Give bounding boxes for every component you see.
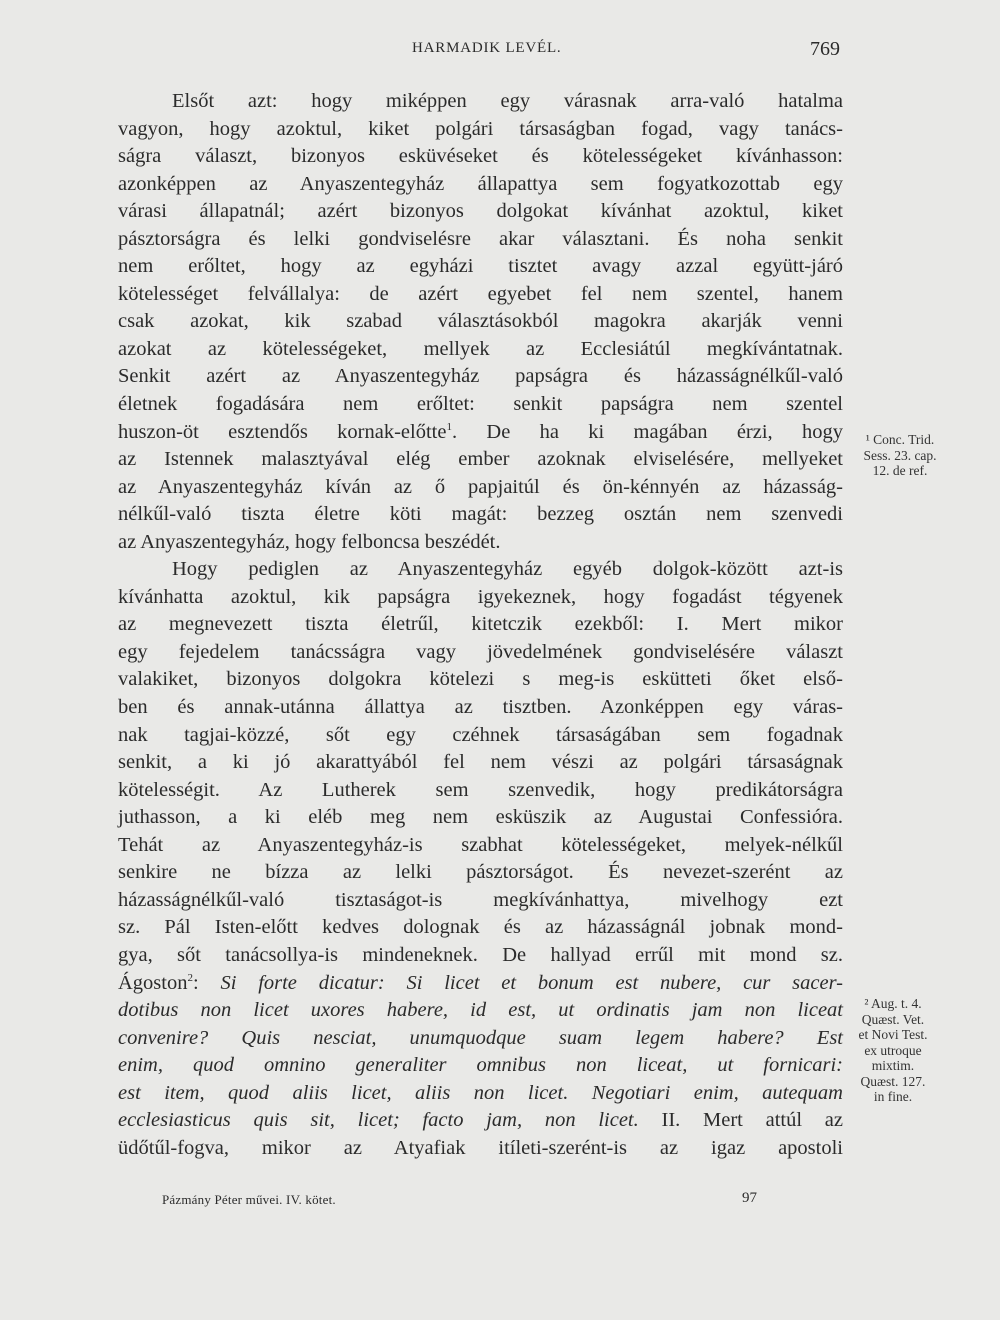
footnote-marker: 2: [187, 971, 193, 984]
line-text: Tehát az Anyaszentegyház-is szabhat kötelességeket, melyek-nélkűl: [118, 833, 843, 856]
line-text: sz. Pál Isten-előtt kedves dolognak és az házasságnál jobnak mond-: [118, 916, 843, 939]
line-text: est item, quod aliis licet, aliis non licet. Negotiari enim, autequam: [118, 1081, 843, 1104]
text-line: [118, 363, 843, 391]
line-text: csak azokat, kik szabad választásokból magokra akarják venni: [118, 310, 843, 333]
text-line: [118, 1107, 843, 1135]
text-line: [118, 501, 843, 529]
margin-note-line: 12. de ref.: [872, 463, 928, 478]
line-text: azokat az kötelességeket, mellyek az Ecclesiátúl megkívántatnak.: [118, 337, 843, 360]
line-text: Senkit azért az Anyaszentegyház papságra és házasságnélkűl-való: [118, 365, 843, 388]
line-text: Elsőt azt: hogy miképpen egy várasnak arra-való hatalma: [172, 90, 843, 112]
line-text: ecclesiasticus quis sit, licet; facto jam, non licet.: [118, 1109, 639, 1132]
line-text: nélkűl-való tiszta életre köti magát: bezzeg osztán nem szenvedi: [118, 503, 843, 526]
line-text: dotibus non licet uxores habere, id est, ut ordinatis jam non liceat: [118, 999, 843, 1022]
line-text: Hogy pediglen az Anyaszentegyház egyéb dolgok-között azt-is: [172, 558, 843, 581]
text-line: [118, 143, 843, 171]
line-text: az megnevezett tiszta életrűl, kitetczik ezekből: I. Mert mikor: [118, 613, 843, 636]
text-line: [118, 584, 843, 612]
text-line: [118, 226, 843, 254]
text-line: [118, 804, 843, 832]
text-line: [118, 308, 843, 336]
margin-note-line: mixtim.: [871, 1058, 915, 1073]
line-text: az Anyaszentegyház kíván az ő papjaitúl és ön-kénnyén az házasság-: [118, 475, 843, 498]
text-line: [118, 749, 843, 777]
line-text: valakiket, bizonyos dolgokra kötelezi s meg-is eskütteti őket első-: [118, 668, 843, 691]
line-text: ságra választ, bizonyos esküvéseket és kötelességeket kívánhasson:: [118, 145, 843, 168]
text-line: [118, 116, 843, 144]
line-text: nem erőltet, hogy az egyházi tisztet avagy azzal együtt-járó: [118, 255, 843, 278]
text-line: [118, 446, 843, 474]
text-line: [118, 171, 843, 199]
body-text: [118, 88, 843, 1162]
line-text: üdőtűl-fogva, mikor az Atyafiak itíleti-szerént-is az igaz apostoli: [118, 1136, 843, 1159]
text-line: [118, 88, 843, 116]
margin-note-line: ¹ Conc. Trid.: [865, 432, 935, 447]
text-line: [118, 777, 843, 805]
margin-note-conc-trid: [845, 432, 955, 479]
text-line: [118, 529, 843, 557]
running-title: HARMADIK LEVÉL.: [412, 40, 562, 56]
running-header: [0, 38, 1000, 62]
latin-quotation: Si forte dicatur: Si licet et bonum est nubere, cur sacer-: [220, 971, 843, 994]
line-text: kötelességet felvállalya: de azért egyebet fel nem szentel, hanem: [118, 282, 843, 305]
text-line: [118, 887, 843, 915]
margin-note-line: Sess. 23. cap.: [863, 447, 937, 463]
text-line: [118, 253, 843, 281]
text-line: [118, 832, 843, 860]
line-text: életnek fogadására nem erőltet: senkit papságra nem szentel: [118, 393, 843, 416]
line-text: gya, sőt tanácsollya-is mindeneknek. De hallyad errűl mit mond sz.: [118, 943, 843, 966]
text-line: [118, 474, 843, 502]
line-text-continuation: . De ha ki magában érzi, hogy: [451, 420, 843, 443]
text-line: [118, 997, 843, 1025]
line-text: nak tagjai-közzé, sőt egy czéhnek társaságában sem fogadnak: [118, 723, 843, 746]
line-text: pásztorságra és lelki gondviselésre akar választani. És noha senkit: [118, 227, 843, 250]
page-number: 769: [810, 38, 840, 60]
line-text: juthasson, a ki eléb meg nem esküszik az Augustai Confessióra.: [118, 806, 843, 829]
line-text-continuation: II. Mert attúl az: [638, 1109, 843, 1132]
text-line: [118, 666, 843, 694]
line-text: kötelességit. Az Lutherek sem szenvedik, hogy predikátorságra: [118, 778, 843, 801]
line-text: az Anyaszentegyház, hogy felboncsa beszédét.: [118, 530, 501, 553]
running-footer: [0, 1192, 1000, 1216]
text-line: [118, 611, 843, 639]
text-line: [118, 1025, 843, 1053]
text-line: [118, 336, 843, 364]
margin-note-line: Quæst. Vet.: [861, 1011, 925, 1027]
line-text: azonképpen az Anyaszentegyház állapattya sem fogyatkozottab egy: [118, 172, 843, 195]
text-line: [118, 198, 843, 226]
text-line: [118, 1080, 843, 1108]
margin-note-line: ² Aug. t. 4.: [864, 996, 922, 1011]
line-text: egy fejedelem tanácsságra vagy jövedelmének gondviselésére választ: [118, 640, 843, 663]
text-line: [118, 556, 843, 584]
line-text: senkit, a ki jó akarattyából fel nem vészi az polgári társaságnak: [118, 751, 843, 774]
line-text: senkire ne bízza az lelki pásztorságot. És nevezet-szerént az: [118, 861, 843, 884]
margin-note-line: Quæst. 127.: [860, 1073, 926, 1089]
margin-note-line: in fine.: [873, 1089, 913, 1104]
text-line: [118, 722, 843, 750]
line-text: házasságnélkűl-való tisztaságot-is megkívánhattya, mivelhogy ezt: [118, 888, 843, 911]
margin-note-augustine: [838, 996, 948, 1105]
text-line: [118, 281, 843, 309]
margin-note-line: et Novi Test.: [858, 1027, 928, 1042]
footer-book-title: Pázmány Péter művei. IV. kötet.: [162, 1192, 336, 1207]
text-line: [118, 1052, 843, 1080]
text-line: [118, 694, 843, 722]
line-text: enim, quod omnino generaliter omnibus non liceat, ut fornicari:: [118, 1054, 843, 1077]
line-text: kívánhatta azoktul, kik papságra igyekeznek, hogy fogadást tégyenek: [118, 585, 843, 608]
text-line: [118, 419, 843, 447]
line-text: huszon-öt esztendős kornak-előtte: [118, 420, 447, 443]
line-text: ben és annak-utánna állattya az tisztben. Azonképpen egy váras-: [118, 696, 843, 719]
printer-signature: 97: [742, 1190, 757, 1206]
margin-note-line: ex utroque: [864, 1042, 922, 1058]
text-line: [118, 970, 843, 998]
footnote-marker: 1: [446, 420, 452, 433]
line-text: Ágoston: [118, 971, 188, 994]
text-line: [118, 859, 843, 887]
text-line: [118, 942, 843, 970]
text-line: [118, 391, 843, 419]
text-line: [118, 914, 843, 942]
line-text: az Istennek malasztyával elég ember azoknak elviselésére, mellyeket: [118, 448, 843, 471]
line-text: vagyon, hogy azoktul, kiket polgári társaságban fogad, vagy tanács-: [118, 117, 843, 140]
text-line: [118, 639, 843, 667]
line-text: várasi állapatnál; azért bizonyos dolgokat kívánhat azoktul, kiket: [118, 200, 843, 223]
line-text-continuation: :: [192, 971, 221, 994]
line-text: convenire? Quis nesciat, unumquodque suam legem habere? Est: [118, 1026, 843, 1049]
text-line: [118, 1135, 843, 1163]
